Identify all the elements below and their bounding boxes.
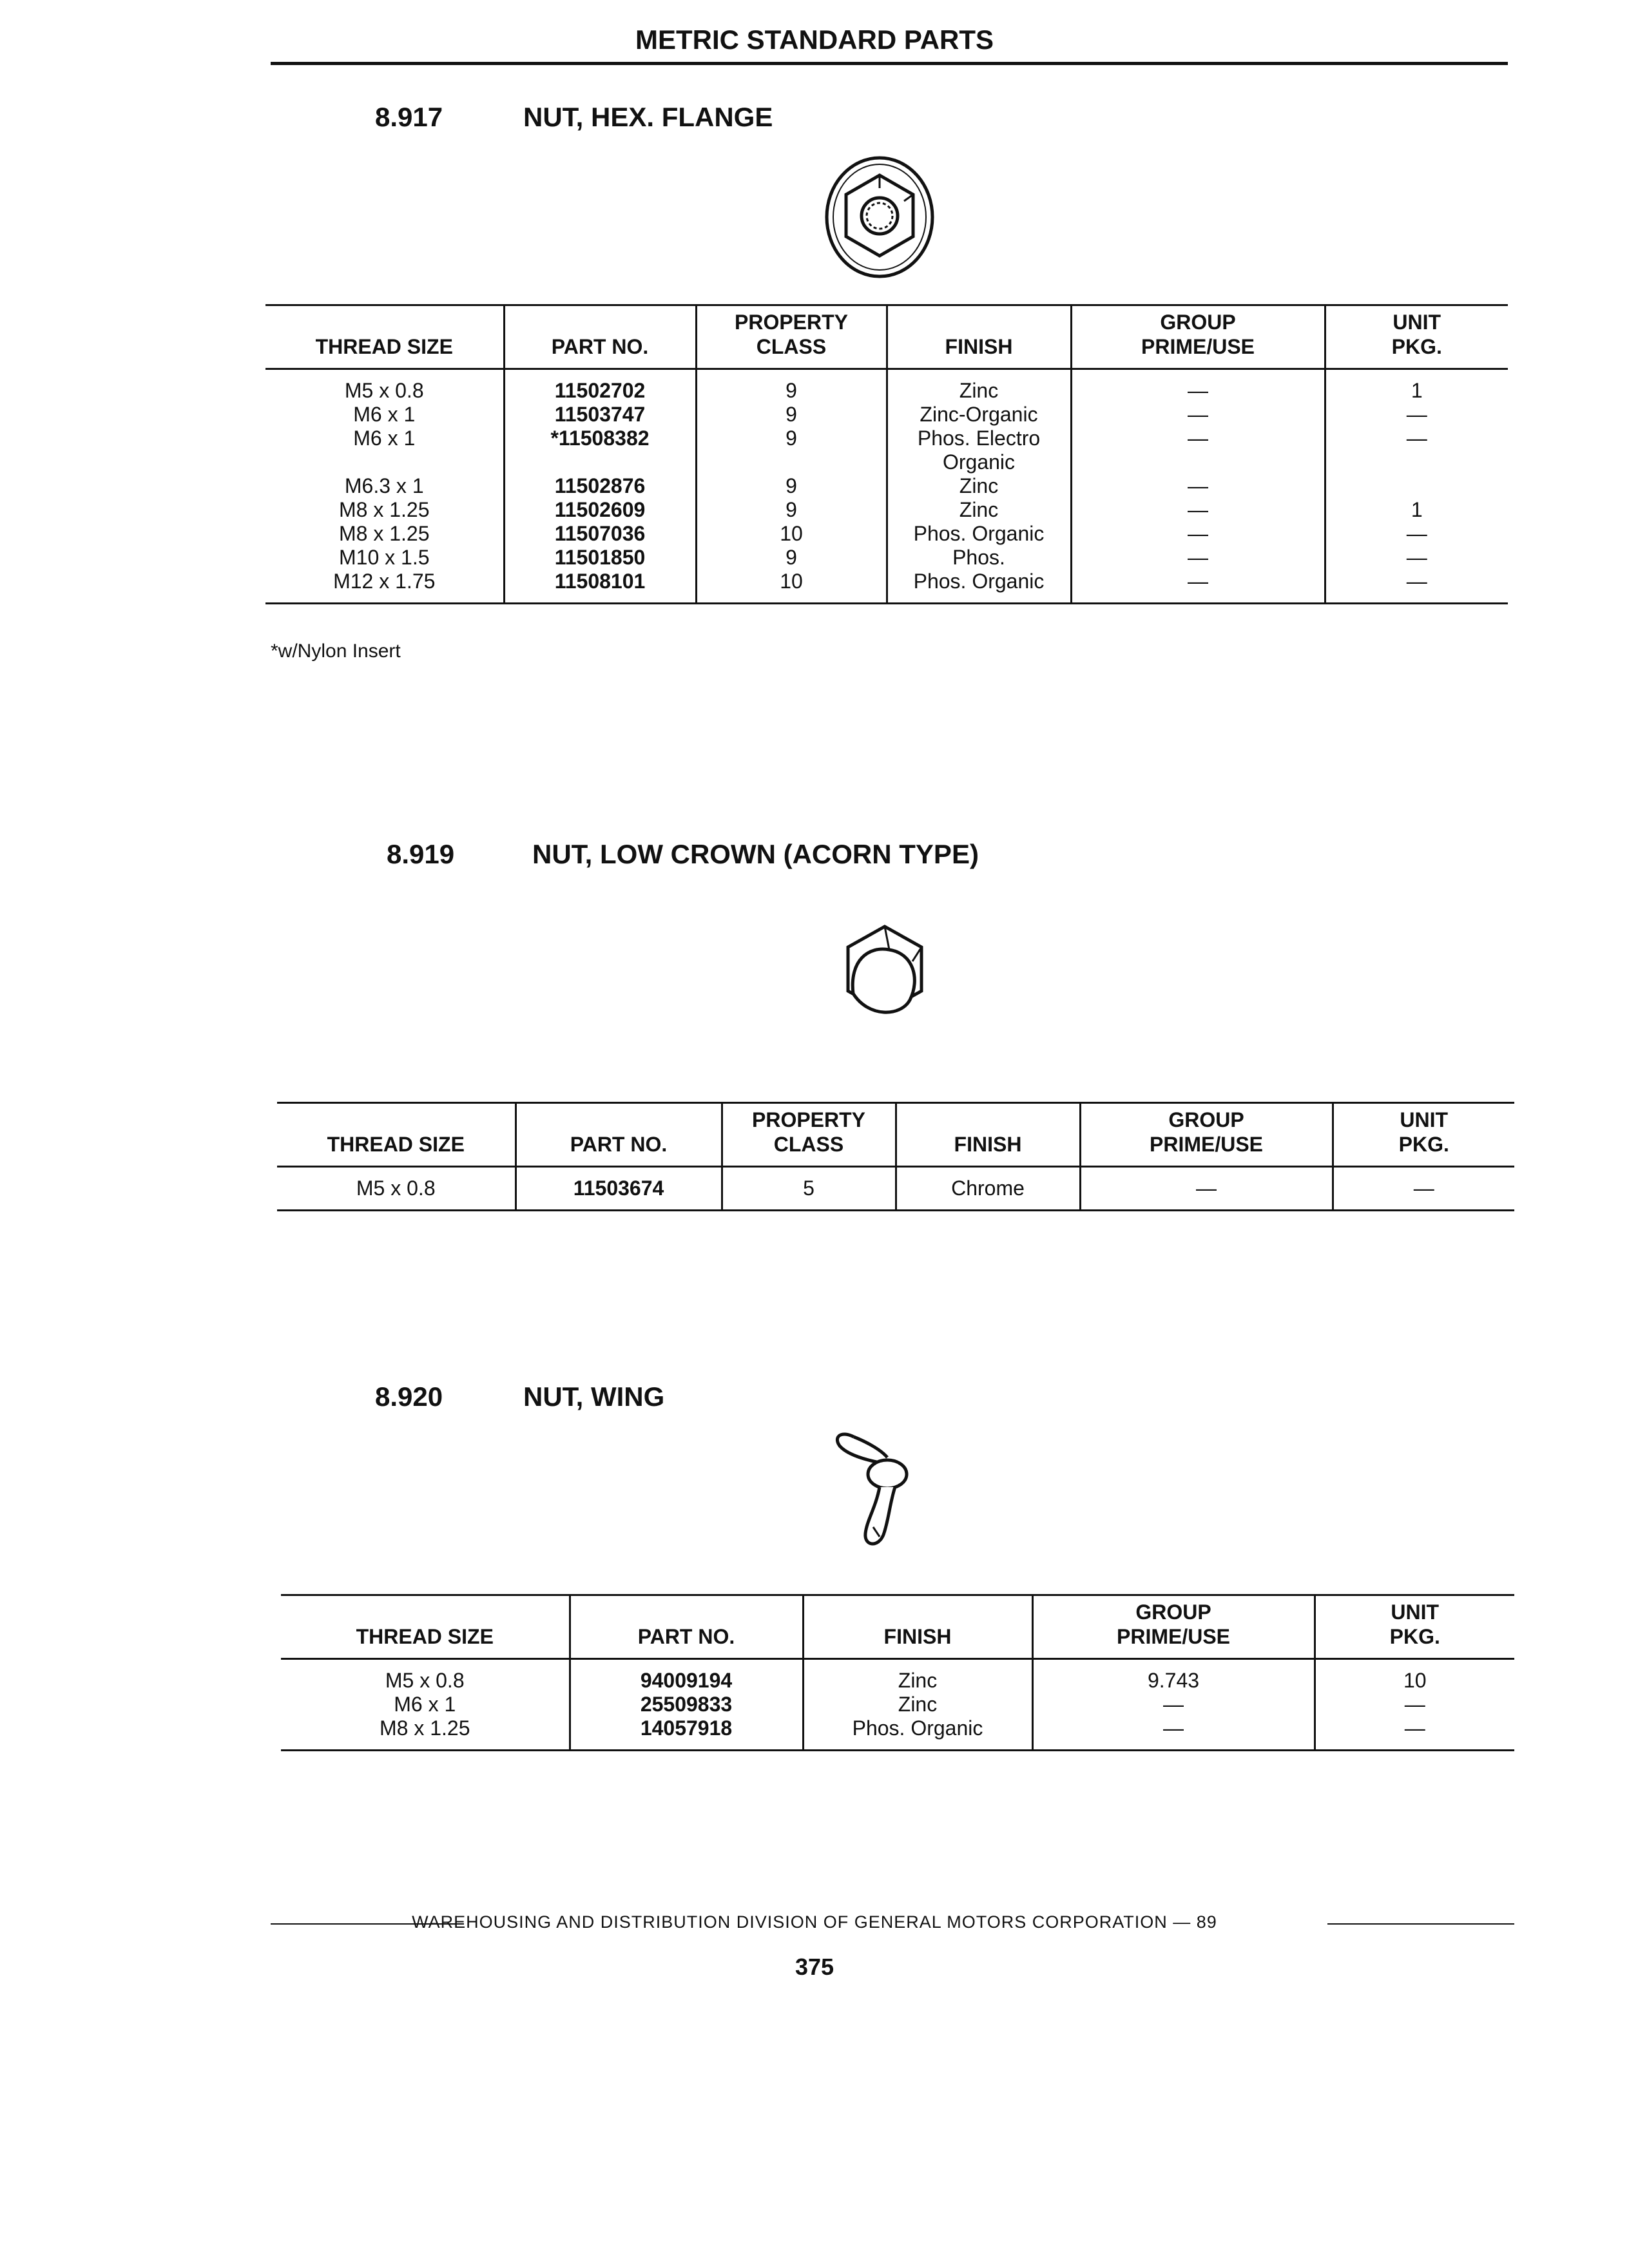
finish-cell: Phos. Organic (887, 522, 1071, 546)
table-row (265, 403, 1508, 427)
table-header-row (281, 1595, 1514, 1659)
part-number-cell: 11503674 (516, 1167, 722, 1211)
property-class-cell: 9 (696, 474, 887, 498)
group-cell: — (1071, 546, 1325, 570)
finish-cell: Zinc (887, 498, 1071, 522)
acorn-nut-icon (830, 921, 940, 1031)
group-cell: — (1032, 1693, 1315, 1716)
unit-pkg-cell: — (1325, 403, 1508, 427)
unit-pkg-cell: 1 (1325, 369, 1508, 403)
section-title: NUT, LOW CROWN (ACORN TYPE) (532, 839, 979, 869)
column-header: THREAD SIZE (327, 1133, 465, 1156)
column-header: UNIT PKG. (1333, 1103, 1514, 1167)
thread-size-cell: M6 x 1 (353, 427, 416, 450)
property-class-cell: 9 (696, 403, 887, 427)
part-number-cell: 25509833 (570, 1693, 803, 1716)
group-cell: — (1071, 498, 1325, 522)
group-cell: 9.743 (1032, 1659, 1315, 1693)
thread-size-cell: M6 x 1 (394, 1693, 456, 1716)
finish-cell: Phos. Electro Organic (887, 427, 1071, 474)
finish-cell: Zinc (887, 474, 1071, 498)
table-row (265, 498, 1508, 522)
group-cell: — (1071, 522, 1325, 546)
finish-cell: Zinc (887, 369, 1071, 403)
unit-pkg-cell: 1 (1325, 498, 1508, 522)
property-class-cell: 9 (696, 498, 887, 522)
part-number-cell: 11507036 (504, 522, 696, 546)
part-number-cell: 94009194 (570, 1659, 803, 1693)
part-number-cell: 11501850 (504, 546, 696, 570)
footer-text: WAREHOUSING AND DISTRIBUTION DIVISION OF GENERAL MOTORS CORPORATION — 89 (412, 1912, 1217, 1932)
column-header: GROUP PRIME/USE (1080, 1103, 1333, 1167)
unit-pkg-cell: — (1315, 1716, 1514, 1751)
unit-pkg-cell: — (1333, 1167, 1514, 1211)
column-header: PROPERTY CLASS (696, 305, 887, 369)
table-row (265, 427, 1508, 474)
group-cell: — (1080, 1167, 1333, 1211)
thread-size-cell: M6 x 1 (353, 403, 416, 426)
unit-pkg-cell: — (1315, 1693, 1514, 1716)
part-number-cell: 11508101 (504, 570, 696, 604)
finish-cell: Zinc (803, 1693, 1032, 1716)
unit-pkg-cell: 10 (1315, 1659, 1514, 1693)
parts-table-acorn (277, 1102, 1514, 1211)
thread-size-cell: M10 x 1.5 (338, 546, 430, 569)
group-cell: — (1032, 1716, 1315, 1751)
header-rule (271, 62, 1508, 65)
unit-pkg-cell (1325, 474, 1508, 498)
property-class-cell: 9 (696, 427, 887, 474)
thread-size-cell: M5 x 0.8 (356, 1177, 436, 1200)
group-cell: — (1071, 427, 1325, 474)
section-title: NUT, HEX. FLANGE (523, 102, 773, 132)
footnote: *w/Nylon Insert (271, 640, 401, 662)
parts-table-wing (281, 1594, 1514, 1751)
column-header: PART NO. (570, 1595, 803, 1659)
table-header-row (277, 1103, 1514, 1167)
column-header: FINISH (896, 1103, 1080, 1167)
unit-pkg-cell: — (1325, 522, 1508, 546)
column-header: FINISH (803, 1595, 1032, 1659)
thread-size-cell: M8 x 1.25 (338, 498, 430, 521)
table-row (265, 369, 1508, 403)
table-row (265, 570, 1508, 604)
table-row (277, 1167, 1514, 1211)
section-number: 8.919 (387, 839, 455, 869)
finish-cell: Chrome (896, 1167, 1080, 1211)
unit-pkg-cell: — (1325, 427, 1508, 474)
thread-size-cell: M5 x 0.8 (344, 379, 424, 402)
property-class-cell: 10 (696, 570, 887, 604)
part-number-cell: 14057918 (570, 1716, 803, 1751)
table-row (281, 1716, 1514, 1751)
table-row (265, 522, 1508, 546)
column-header: GROUP PRIME/USE (1032, 1595, 1315, 1659)
thread-size-cell: M8 x 1.25 (338, 522, 430, 545)
column-header: PART NO. (516, 1103, 722, 1167)
finish-cell: Phos. Organic (887, 570, 1071, 604)
finish-cell: Zinc (803, 1659, 1032, 1693)
section-title: NUT, WING (523, 1381, 665, 1412)
unit-pkg-cell: — (1325, 570, 1508, 604)
property-class-cell: 9 (696, 369, 887, 403)
table-header-row (265, 305, 1508, 369)
thread-size-cell: M6.3 x 1 (344, 474, 424, 497)
parts-table-hex-flange (265, 304, 1508, 604)
unit-pkg-cell: — (1325, 546, 1508, 570)
table-row (265, 474, 1508, 498)
part-number-cell: *11508382 (504, 427, 696, 474)
thread-size-cell: M12 x 1.75 (333, 570, 436, 593)
property-class-cell: 5 (722, 1167, 896, 1211)
finish-cell: Phos. Organic (803, 1716, 1032, 1751)
column-header: GROUP PRIME/USE (1071, 305, 1325, 369)
column-header: FINISH (887, 305, 1071, 369)
part-number-cell: 11502876 (504, 474, 696, 498)
thread-size-cell: M5 x 0.8 (385, 1669, 465, 1692)
column-header: PROPERTY CLASS (722, 1103, 896, 1167)
part-number-cell: 11503747 (504, 403, 696, 427)
finish-cell: Zinc-Organic (887, 403, 1071, 427)
thread-size-cell: M8 x 1.25 (379, 1716, 470, 1740)
part-number-cell: 11502609 (504, 498, 696, 522)
page-header-title: METRIC STANDARD PARTS (635, 24, 994, 55)
page-number: 375 (795, 1954, 834, 1980)
column-header: PART NO. (504, 305, 696, 369)
table-row (265, 546, 1508, 570)
section-number: 8.920 (375, 1381, 443, 1412)
finish-cell: Phos. (887, 546, 1071, 570)
hex-flange-nut-icon (815, 149, 944, 285)
group-cell: — (1071, 369, 1325, 403)
group-cell: — (1071, 474, 1325, 498)
section-number: 8.917 (375, 102, 443, 132)
column-header: THREAD SIZE (315, 335, 453, 358)
property-class-cell: 9 (696, 546, 887, 570)
property-class-cell: 10 (696, 522, 887, 546)
table-row (281, 1693, 1514, 1716)
table-row (281, 1659, 1514, 1693)
group-cell: — (1071, 570, 1325, 604)
column-header: UNIT PKG. (1325, 305, 1508, 369)
column-header: THREAD SIZE (356, 1625, 494, 1648)
column-header: UNIT PKG. (1315, 1595, 1514, 1659)
wing-nut-icon (828, 1424, 931, 1553)
part-number-cell: 11502702 (504, 369, 696, 403)
group-cell: — (1071, 403, 1325, 427)
